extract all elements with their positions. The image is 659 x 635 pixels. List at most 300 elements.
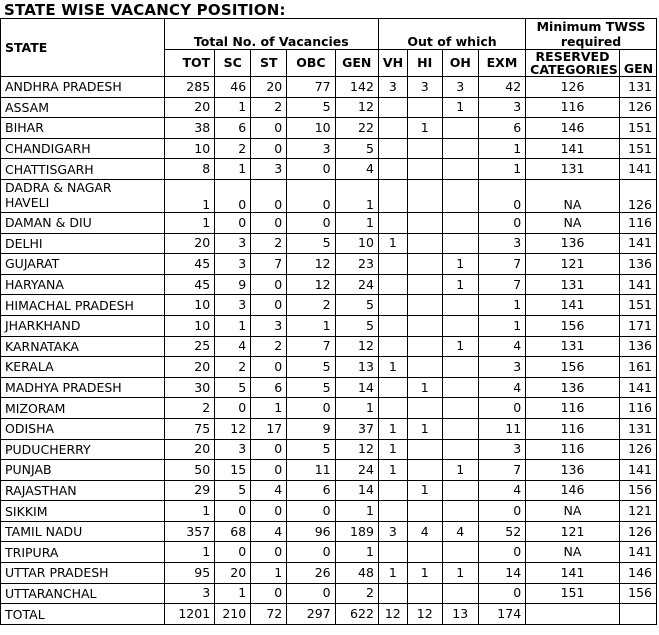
table-row xyxy=(1,398,657,419)
table-row xyxy=(1,377,657,398)
cell-exm: 0 xyxy=(478,212,525,233)
cell-state: HARYANA xyxy=(1,274,165,295)
cell-hi xyxy=(407,501,442,522)
cell-vh xyxy=(378,97,407,118)
cell-hi: 12 xyxy=(407,604,442,625)
cell-sc: 0 xyxy=(215,501,251,522)
cell-oh xyxy=(442,542,478,563)
cell-state: CHANDIGARH xyxy=(1,138,165,159)
cell-oh xyxy=(442,439,478,460)
cell-gen: 14 xyxy=(335,480,378,501)
cell-exm: 0 xyxy=(478,501,525,522)
cell-exm: 3 xyxy=(478,97,525,118)
cell-oh: 4 xyxy=(442,521,478,542)
cell-exm: 52 xyxy=(478,521,525,542)
cell-state: KARNATAKA xyxy=(1,336,165,357)
cell-vh xyxy=(378,254,407,275)
cell-tot: 50 xyxy=(164,460,214,481)
cell-gen-min: 171 xyxy=(619,315,656,336)
cell-reserved-min: 136 xyxy=(526,460,620,481)
cell-sc: 5 xyxy=(215,377,251,398)
cell-hi: 4 xyxy=(407,521,442,542)
cell-tot: 20 xyxy=(164,439,214,460)
cell-oh: 1 xyxy=(442,274,478,295)
cell-gen: 24 xyxy=(335,274,378,295)
cell-state: ANDHRA PRADESH xyxy=(1,77,165,98)
cell-sc: 3 xyxy=(215,439,251,460)
cell-sc: 1 xyxy=(215,97,251,118)
cell-oh xyxy=(442,118,478,139)
cell-hi xyxy=(407,336,442,357)
cell-oh xyxy=(442,212,478,233)
cell-tot: 75 xyxy=(164,418,214,439)
cell-exm: 11 xyxy=(478,418,525,439)
cell-state: TRIPURA xyxy=(1,542,165,563)
cell-hi xyxy=(407,315,442,336)
cell-exm: 1 xyxy=(478,159,525,180)
cell-gen-min: 156 xyxy=(619,480,656,501)
cell-state: CHATTISGARH xyxy=(1,159,165,180)
cell-vh xyxy=(378,398,407,419)
cell-gen: 189 xyxy=(335,521,378,542)
cell-st: 0 xyxy=(251,460,287,481)
cell-oh xyxy=(442,357,478,378)
table-row xyxy=(1,274,657,295)
table-row xyxy=(1,501,657,522)
cell-reserved-min: 116 xyxy=(526,398,620,419)
cell-gen-min: 141 xyxy=(619,542,656,563)
cell-tot: 20 xyxy=(164,233,214,254)
cell-sc: 0 xyxy=(215,398,251,419)
cell-state: DAMAN & DIU xyxy=(1,212,165,233)
cell-oh xyxy=(442,315,478,336)
cell-sc: 0 xyxy=(215,179,251,212)
cell-exm: 1 xyxy=(478,295,525,316)
cell-tot: 1201 xyxy=(164,604,214,625)
cell-exm: 0 xyxy=(478,583,525,604)
cell-reserved-min: 131 xyxy=(526,336,620,357)
cell-oh xyxy=(442,418,478,439)
cell-reserved-min xyxy=(526,604,620,625)
cell-sc: 4 xyxy=(215,336,251,357)
cell-st: 0 xyxy=(251,583,287,604)
cell-st: 4 xyxy=(251,521,287,542)
cell-obc: 96 xyxy=(287,521,335,542)
cell-sc: 5 xyxy=(215,480,251,501)
header-min-gen: GEN xyxy=(619,50,656,77)
cell-gen: 1 xyxy=(335,542,378,563)
cell-reserved-min: 121 xyxy=(526,521,620,542)
cell-reserved-min: 141 xyxy=(526,138,620,159)
cell-gen: 24 xyxy=(335,460,378,481)
cell-tot: 10 xyxy=(164,138,214,159)
cell-gen-min: 126 xyxy=(619,439,656,460)
cell-hi xyxy=(407,212,442,233)
cell-vh: 3 xyxy=(378,521,407,542)
cell-obc: 11 xyxy=(287,460,335,481)
cell-gen: 2 xyxy=(335,583,378,604)
cell-hi: 1 xyxy=(407,118,442,139)
table-row xyxy=(1,439,657,460)
cell-sc: 9 xyxy=(215,274,251,295)
cell-reserved-min: NA xyxy=(526,542,620,563)
cell-oh: 1 xyxy=(442,460,478,481)
cell-oh xyxy=(442,295,478,316)
header-out-of-which: Out of which xyxy=(378,19,525,50)
cell-sc: 2 xyxy=(215,357,251,378)
table-row xyxy=(1,357,657,378)
cell-st: 0 xyxy=(251,357,287,378)
cell-state: ASSAM xyxy=(1,97,165,118)
cell-state: UTTAR PRADESH xyxy=(1,563,165,584)
cell-tot: 38 xyxy=(164,118,214,139)
cell-sc: 15 xyxy=(215,460,251,481)
cell-exm: 6 xyxy=(478,118,525,139)
cell-st: 2 xyxy=(251,336,287,357)
cell-state: RAJASTHAN xyxy=(1,480,165,501)
cell-gen: 23 xyxy=(335,254,378,275)
cell-st: 4 xyxy=(251,480,287,501)
cell-obc: 0 xyxy=(287,501,335,522)
cell-exm: 174 xyxy=(478,604,525,625)
cell-tot: 45 xyxy=(164,274,214,295)
cell-state: GUJARAT xyxy=(1,254,165,275)
cell-sc: 3 xyxy=(215,233,251,254)
table-row xyxy=(1,604,657,625)
cell-state: DELHI xyxy=(1,233,165,254)
cell-tot: 1 xyxy=(164,501,214,522)
cell-st: 7 xyxy=(251,254,287,275)
cell-st: 72 xyxy=(251,604,287,625)
cell-gen-min: 131 xyxy=(619,77,656,98)
cell-exm: 7 xyxy=(478,460,525,481)
cell-oh xyxy=(442,179,478,212)
cell-vh: 3 xyxy=(378,77,407,98)
cell-vh: 12 xyxy=(378,604,407,625)
cell-oh xyxy=(442,398,478,419)
cell-st: 6 xyxy=(251,377,287,398)
cell-vh xyxy=(378,501,407,522)
cell-obc: 1 xyxy=(287,315,335,336)
cell-state: PUNJAB xyxy=(1,460,165,481)
cell-sc: 6 xyxy=(215,118,251,139)
cell-vh xyxy=(378,274,407,295)
cell-exm: 14 xyxy=(478,563,525,584)
cell-hi xyxy=(407,542,442,563)
cell-hi xyxy=(407,233,442,254)
cell-gen-min: 131 xyxy=(619,418,656,439)
cell-reserved-min: 146 xyxy=(526,480,620,501)
cell-obc: 6 xyxy=(287,480,335,501)
table-row xyxy=(1,138,657,159)
cell-gen: 5 xyxy=(335,138,378,159)
cell-oh xyxy=(442,138,478,159)
cell-obc: 0 xyxy=(287,542,335,563)
cell-obc: 297 xyxy=(287,604,335,625)
cell-obc: 0 xyxy=(287,583,335,604)
cell-reserved-min: 156 xyxy=(526,357,620,378)
cell-tot: 1 xyxy=(164,542,214,563)
cell-state: BIHAR xyxy=(1,118,165,139)
cell-oh: 1 xyxy=(442,336,478,357)
header-st: ST xyxy=(251,50,287,77)
cell-vh: 1 xyxy=(378,233,407,254)
cell-vh xyxy=(378,179,407,212)
cell-reserved-min: 116 xyxy=(526,97,620,118)
cell-state: MIZORAM xyxy=(1,398,165,419)
cell-reserved-min: 141 xyxy=(526,295,620,316)
header-minimum-twss: Minimum TWSS required xyxy=(526,19,657,50)
cell-reserved-min: 131 xyxy=(526,274,620,295)
cell-hi: 1 xyxy=(407,563,442,584)
header-vh: VH xyxy=(378,50,407,77)
cell-vh: 1 xyxy=(378,439,407,460)
table-row xyxy=(1,480,657,501)
cell-tot: 8 xyxy=(164,159,214,180)
cell-sc: 0 xyxy=(215,212,251,233)
cell-tot: 45 xyxy=(164,254,214,275)
cell-reserved-min: 151 xyxy=(526,583,620,604)
header-exm: EXM xyxy=(478,50,525,77)
cell-obc: 5 xyxy=(287,357,335,378)
table-row xyxy=(1,542,657,563)
cell-state: ODISHA xyxy=(1,418,165,439)
cell-tot: 25 xyxy=(164,336,214,357)
page-title: STATE WISE VACANCY POSITION: xyxy=(4,1,286,19)
cell-gen-min: 126 xyxy=(619,179,656,212)
cell-gen: 5 xyxy=(335,315,378,336)
cell-hi xyxy=(407,398,442,419)
cell-st: 3 xyxy=(251,159,287,180)
cell-st: 1 xyxy=(251,563,287,584)
cell-tot: 29 xyxy=(164,480,214,501)
cell-st: 20 xyxy=(251,77,287,98)
cell-obc: 5 xyxy=(287,233,335,254)
cell-sc: 1 xyxy=(215,315,251,336)
header-state: STATE xyxy=(1,19,165,77)
cell-st: 0 xyxy=(251,274,287,295)
cell-gen: 4 xyxy=(335,159,378,180)
cell-hi xyxy=(407,439,442,460)
cell-oh: 3 xyxy=(442,77,478,98)
header-obc: OBC xyxy=(287,50,335,77)
cell-sc: 210 xyxy=(215,604,251,625)
table-row xyxy=(1,118,657,139)
cell-tot: 95 xyxy=(164,563,214,584)
cell-hi: 1 xyxy=(407,377,442,398)
cell-hi: 1 xyxy=(407,418,442,439)
header-sc: SC xyxy=(215,50,251,77)
cell-gen: 10 xyxy=(335,233,378,254)
cell-exm: 3 xyxy=(478,357,525,378)
cell-exm: 0 xyxy=(478,542,525,563)
cell-tot: 1 xyxy=(164,212,214,233)
cell-reserved-min: 131 xyxy=(526,159,620,180)
cell-st: 0 xyxy=(251,295,287,316)
cell-gen: 1 xyxy=(335,398,378,419)
cell-tot: 30 xyxy=(164,377,214,398)
cell-gen-min: 121 xyxy=(619,501,656,522)
cell-gen: 5 xyxy=(335,295,378,316)
cell-obc: 0 xyxy=(287,159,335,180)
cell-st: 3 xyxy=(251,315,287,336)
table-row xyxy=(1,179,657,212)
header-gen: GEN xyxy=(335,50,378,77)
cell-reserved-min: NA xyxy=(526,212,620,233)
cell-gen-min: 136 xyxy=(619,254,656,275)
cell-gen-min: 146 xyxy=(619,563,656,584)
cell-sc: 12 xyxy=(215,418,251,439)
cell-st: 0 xyxy=(251,439,287,460)
cell-obc: 26 xyxy=(287,563,335,584)
cell-gen-min: 136 xyxy=(619,336,656,357)
cell-tot: 285 xyxy=(164,77,214,98)
cell-oh xyxy=(442,233,478,254)
cell-hi xyxy=(407,138,442,159)
cell-hi: 3 xyxy=(407,77,442,98)
cell-sc: 1 xyxy=(215,159,251,180)
cell-hi xyxy=(407,583,442,604)
cell-tot: 1 xyxy=(164,179,214,212)
cell-st: 1 xyxy=(251,398,287,419)
table-row xyxy=(1,418,657,439)
cell-tot: 357 xyxy=(164,521,214,542)
header-hi: HI xyxy=(407,50,442,77)
cell-gen-min: 151 xyxy=(619,138,656,159)
cell-sc: 3 xyxy=(215,254,251,275)
header-tot: TOT xyxy=(164,50,214,77)
cell-gen: 142 xyxy=(335,77,378,98)
cell-gen-min: 141 xyxy=(619,460,656,481)
cell-state: TAMIL NADU xyxy=(1,521,165,542)
cell-oh xyxy=(442,159,478,180)
table-row xyxy=(1,460,657,481)
cell-gen-min: 161 xyxy=(619,357,656,378)
cell-obc: 2 xyxy=(287,295,335,316)
vacancy-table xyxy=(0,18,657,625)
cell-tot: 2 xyxy=(164,398,214,419)
table-row xyxy=(1,97,657,118)
cell-gen: 12 xyxy=(335,439,378,460)
cell-gen-min: 141 xyxy=(619,159,656,180)
cell-st: 0 xyxy=(251,542,287,563)
cell-tot: 20 xyxy=(164,357,214,378)
cell-obc: 7 xyxy=(287,336,335,357)
cell-gen-min xyxy=(619,604,656,625)
cell-tot: 10 xyxy=(164,315,214,336)
table-row xyxy=(1,295,657,316)
cell-gen-min: 141 xyxy=(619,233,656,254)
cell-obc: 9 xyxy=(287,418,335,439)
cell-exm: 0 xyxy=(478,179,525,212)
header-total-vacancies: Total No. of Vacancies xyxy=(164,19,378,50)
cell-exm: 7 xyxy=(478,274,525,295)
cell-vh xyxy=(378,583,407,604)
cell-gen-min: 151 xyxy=(619,295,656,316)
cell-state: KERALA xyxy=(1,357,165,378)
cell-vh xyxy=(378,118,407,139)
cell-st: 0 xyxy=(251,501,287,522)
cell-exm: 1 xyxy=(478,138,525,159)
cell-exm: 3 xyxy=(478,233,525,254)
cell-gen-min: 116 xyxy=(619,398,656,419)
cell-gen: 1 xyxy=(335,212,378,233)
cell-obc: 0 xyxy=(287,212,335,233)
cell-gen: 48 xyxy=(335,563,378,584)
cell-vh xyxy=(378,377,407,398)
cell-hi xyxy=(407,295,442,316)
cell-tot: 20 xyxy=(164,97,214,118)
cell-state: JHARKHAND xyxy=(1,315,165,336)
cell-reserved-min: NA xyxy=(526,179,620,212)
cell-gen-min: 141 xyxy=(619,377,656,398)
cell-oh xyxy=(442,377,478,398)
cell-state: DADRA & NAGAR HAVELI xyxy=(1,179,165,212)
cell-oh xyxy=(442,583,478,604)
cell-reserved-min: 146 xyxy=(526,118,620,139)
cell-obc: 12 xyxy=(287,254,335,275)
cell-st: 17 xyxy=(251,418,287,439)
cell-exm: 4 xyxy=(478,377,525,398)
cell-hi xyxy=(407,254,442,275)
cell-st: 0 xyxy=(251,212,287,233)
cell-vh: 1 xyxy=(378,460,407,481)
cell-st: 0 xyxy=(251,118,287,139)
table-row xyxy=(1,315,657,336)
cell-reserved-min: 116 xyxy=(526,418,620,439)
cell-state: PUDUCHERRY xyxy=(1,439,165,460)
cell-gen-min: 151 xyxy=(619,118,656,139)
cell-hi xyxy=(407,179,442,212)
cell-vh: 1 xyxy=(378,357,407,378)
table-row xyxy=(1,254,657,275)
cell-hi xyxy=(407,97,442,118)
cell-state: SIKKIM xyxy=(1,501,165,522)
cell-gen: 1 xyxy=(335,501,378,522)
cell-exm: 7 xyxy=(478,254,525,275)
cell-reserved-min: 136 xyxy=(526,377,620,398)
cell-st: 2 xyxy=(251,97,287,118)
cell-sc: 3 xyxy=(215,295,251,316)
cell-st: 0 xyxy=(251,179,287,212)
cell-reserved-min: NA xyxy=(526,501,620,522)
cell-obc: 0 xyxy=(287,398,335,419)
cell-obc: 12 xyxy=(287,274,335,295)
cell-st: 0 xyxy=(251,138,287,159)
cell-sc: 20 xyxy=(215,563,251,584)
cell-obc: 3 xyxy=(287,138,335,159)
cell-state: HIMACHAL PRADESH xyxy=(1,295,165,316)
header-oh: OH xyxy=(442,50,478,77)
cell-oh: 1 xyxy=(442,97,478,118)
cell-oh: 1 xyxy=(442,563,478,584)
cell-obc: 0 xyxy=(287,179,335,212)
cell-sc: 1 xyxy=(215,583,251,604)
cell-reserved-min: 156 xyxy=(526,315,620,336)
cell-gen: 1 xyxy=(335,179,378,212)
cell-hi xyxy=(407,357,442,378)
cell-vh xyxy=(378,138,407,159)
cell-tot: 3 xyxy=(164,583,214,604)
cell-sc: 0 xyxy=(215,542,251,563)
cell-oh: 13 xyxy=(442,604,478,625)
cell-vh xyxy=(378,480,407,501)
table-body xyxy=(1,77,657,625)
cell-state: MADHYA PRADESH xyxy=(1,377,165,398)
cell-state: TOTAL xyxy=(1,604,165,625)
cell-exm: 1 xyxy=(478,315,525,336)
cell-reserved-min: 121 xyxy=(526,254,620,275)
